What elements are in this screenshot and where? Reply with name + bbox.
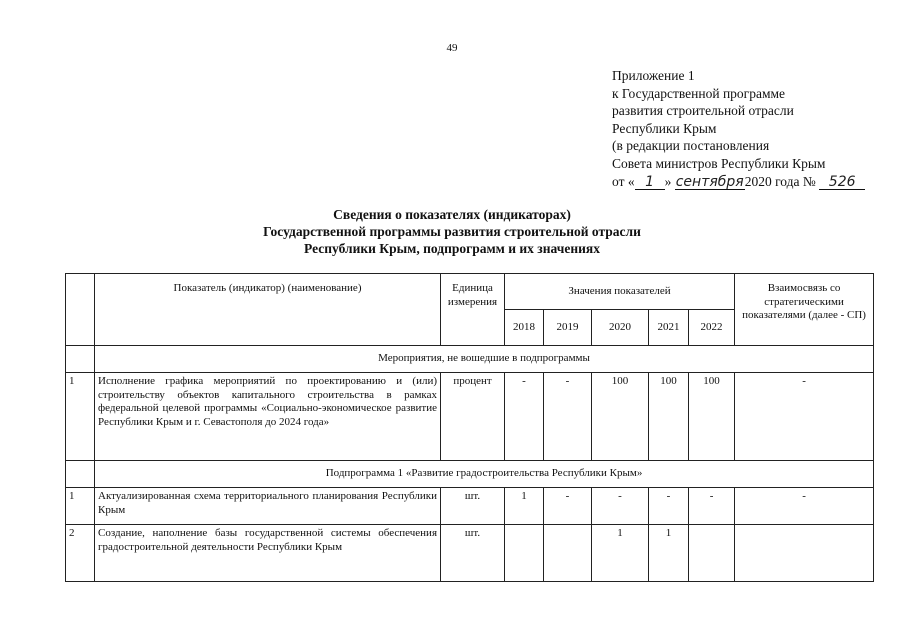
row-value: 1: [505, 488, 544, 525]
row-value: [544, 525, 592, 582]
header-year: 2020: [592, 310, 649, 346]
row-value: -: [505, 373, 544, 461]
row-indicator-name: Актуализированная схема территориального планирования Республики Крым: [95, 488, 441, 525]
section-row: [66, 346, 874, 373]
header-year: 2018: [505, 310, 544, 346]
date-prefix: от «: [612, 173, 635, 189]
header-year: 2021: [649, 310, 689, 346]
page-number: 49: [446, 42, 458, 54]
header-num-cell: [66, 274, 95, 346]
handwritten-doc-number: 526: [819, 176, 865, 190]
section-num-cell: [66, 461, 95, 488]
row-unit: процент: [441, 373, 505, 461]
row-value: 1: [592, 525, 649, 582]
appendix-date-line: [612, 173, 865, 191]
appendix-line: Совета министров Республики Крым: [612, 155, 826, 171]
appendix-line: развития строительной отрасли: [612, 103, 794, 119]
handwritten-day: 1: [635, 176, 665, 190]
row-value: [505, 525, 544, 582]
document-title: [0, 206, 904, 257]
row-relation: -: [735, 373, 874, 461]
handwritten-month: сентября: [675, 173, 744, 190]
section-heading: Мероприятия, не вошедшие в подпрограммы: [95, 346, 874, 373]
section-num-cell: [66, 346, 95, 373]
date-mid: »: [664, 173, 672, 189]
header-row: [66, 274, 874, 310]
row-num: 1: [66, 488, 95, 525]
table-row: [66, 373, 874, 461]
header-relation: Взаимосвязь со стратегическими показателями (далее - СП): [735, 274, 874, 346]
row-unit: шт.: [441, 525, 505, 582]
row-num: 1: [66, 373, 95, 461]
row-relation: -: [735, 488, 874, 525]
appendix-line: Приложение 1: [612, 68, 695, 83]
row-value: -: [592, 488, 649, 525]
row-value: 100: [649, 373, 689, 461]
row-value: -: [544, 373, 592, 461]
section-heading: Подпрограмма 1 «Развитие градостроительства Республики Крым»: [95, 461, 874, 488]
title-line-1: Сведения о показателях (индикаторах): [333, 207, 571, 222]
section-row: [66, 461, 874, 488]
row-value: 100: [592, 373, 649, 461]
row-value: -: [649, 488, 689, 525]
row-value: -: [689, 488, 735, 525]
appendix-line: (в редакции постановления: [612, 138, 770, 154]
row-value: 1: [649, 525, 689, 582]
row-unit: шт.: [441, 488, 505, 525]
title-line-2: Государственной программы развития строительной отрасли: [263, 224, 641, 239]
appendix-line: к Государственной программе: [612, 85, 786, 101]
indicators-table: [65, 273, 874, 582]
row-value: 100: [689, 373, 735, 461]
table-row: [66, 488, 874, 525]
row-indicator-name: Исполнение графика мероприятий по проектированию и (или) строительству объектов капитального строительства в рамках федеральной целевой программы «Социально-экономическое развитие Республики Крым и г. Севастополя до 2024 года»: [95, 373, 441, 461]
row-indicator-name: Создание, наполнение базы государственной системы обеспечения градостроительной деятельности Республики Крым: [95, 525, 441, 582]
row-value: -: [544, 488, 592, 525]
header-values: Значения показателей: [505, 274, 735, 310]
header-indicator: Показатель (индикатор) (наименование): [95, 274, 441, 346]
appendix-block: [612, 67, 865, 190]
title-line-3: Республики Крым, подпрограмм и их значениях: [304, 241, 600, 256]
header-year: 2022: [689, 310, 735, 346]
row-num: 2: [66, 525, 95, 582]
header-year: 2019: [544, 310, 592, 346]
row-relation: [735, 525, 874, 582]
table-row: [66, 525, 874, 582]
row-value: [689, 525, 735, 582]
date-year: 2020 года №: [744, 173, 816, 189]
header-unit: Единица измерения: [441, 274, 505, 346]
appendix-line: Республики Крым: [612, 120, 717, 136]
